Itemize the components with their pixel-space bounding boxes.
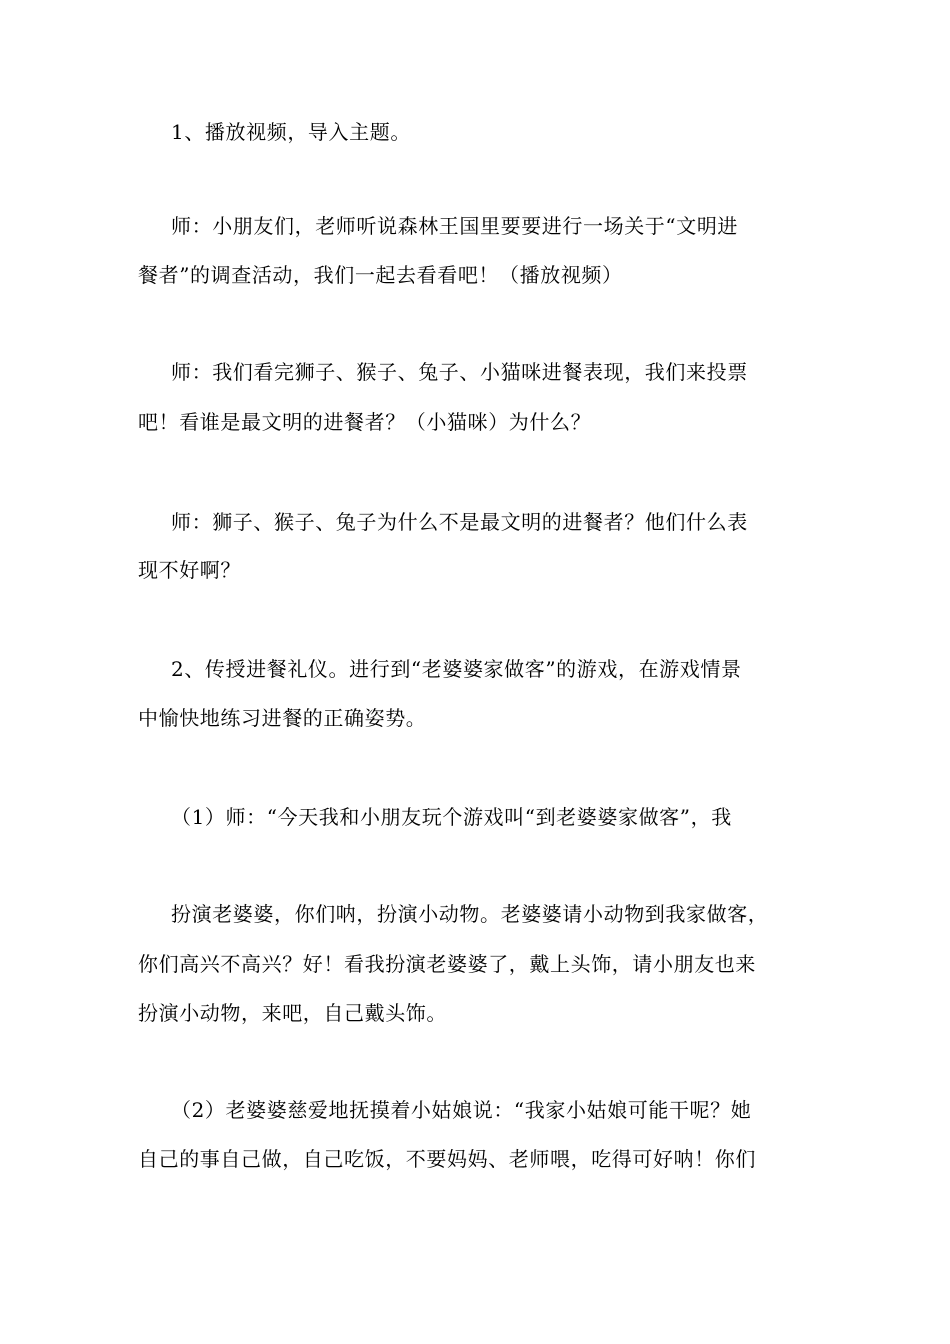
paragraph-line: 师：我们看完狮子、猴子、兔子、小猫咪进餐表现，我们来投票 [171,360,748,384]
paragraph-line: 扮演小动物，来吧，自己戴头饰。 [138,1001,447,1025]
paragraph-line: 扮演老婆婆，你们呐，扮演小动物。老婆婆请小动物到我家做客， [171,902,769,926]
paragraph-line: 师：小朋友们，老师听说森林王国里要要进行一场关于“文明进 [171,214,739,238]
paragraph-line: 你们高兴不高兴？好！看我扮演老婆婆了，戴上头饰，请小朋友也来 [138,952,756,976]
paragraph-line: 餐者”的调查活动，我们一起去看看吧！（播放视频） [138,263,623,287]
step-2-heading: 2、传授进餐礼仪。进行到“老婆婆家做客”的游戏，在游戏情景 [171,657,742,681]
step-1-heading: 1、播放视频，导入主题。 [171,120,411,144]
paragraph-line: （1）师：“今天我和小朋友玩个游戏叫“到老婆婆家做客”，我 [171,805,732,829]
paragraph-line: 自己的事自己做，自己吃饭，不要妈妈、老师喂，吃得可好呐！你们 [138,1147,756,1171]
paragraph-line: 吧！看谁是最文明的进餐者？（小猫咪）为什么？ [138,410,592,434]
paragraph-line: 现不好啊？ [138,558,241,582]
paragraph-line: 中愉快地练习进餐的正确姿势。 [138,706,427,730]
paragraph-line: 师：狮子、猴子、兔子为什么不是最文明的进餐者？他们什么表 [171,510,748,534]
paragraph-line: （2）老婆婆慈爱地抚摸着小姑娘说：“我家小姑娘可能干呢？她 [171,1098,752,1122]
